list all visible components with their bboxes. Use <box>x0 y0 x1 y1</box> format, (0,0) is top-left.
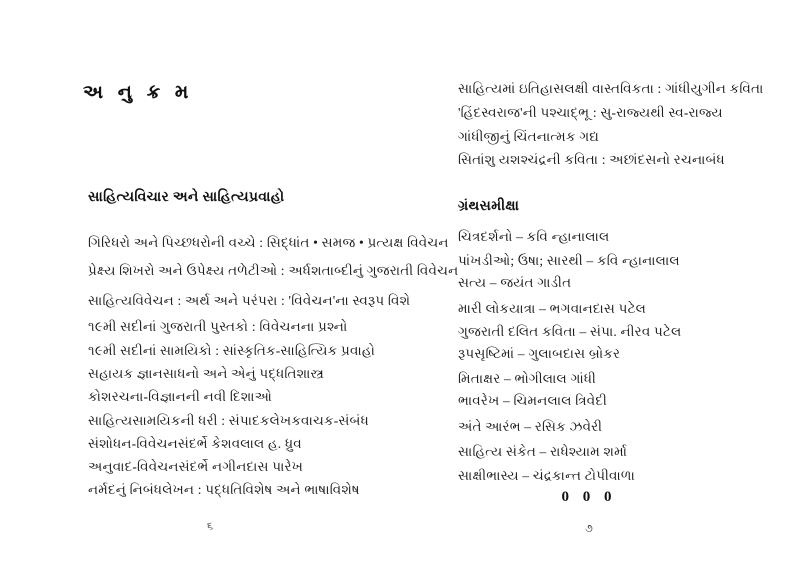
toc-item: સહાયક જ્ઞાનસાધનો અને એનું પદ્ધતિશાસ્ત્ર <box>88 366 325 381</box>
toc-item: મારી લોકયાત્રા – ભગવાનદાસ પટેલ <box>458 301 647 316</box>
toc-item: પાંખડીઓ; ઉષા; સારથી – કવિ ન્હાનાલાલ <box>458 253 680 268</box>
contents-title: અ નુ ક્ર મ <box>83 82 194 103</box>
toc-item: ૧૯મી સદીનાં સામયિકો : સાંસ્કૃતિક-સાહિત્યિક પ્રવાહો <box>88 343 376 358</box>
toc-item: ૧૯મી સદીનાં ગુજરાતી પુસ્તકો : વિવેચનના પ્રશ્નો <box>88 319 348 334</box>
right-section-heading: ગ્રંથસમીક્ષા <box>458 199 520 214</box>
section-end-mark: 0 0 0 <box>561 489 617 505</box>
toc-item: સત્ય – જયંત ગાડીત <box>458 275 572 290</box>
toc-item: સાહિત્ય સંકેત – રાધેશ્યામ શર્મા <box>458 444 628 459</box>
toc-item: પ્રેક્ષ્ય શિખરો અને ઉપેક્ષ્ય તળેટીઓ : અર્ધશતાબ્દીનું ગુજરાતી વિવેચન <box>88 263 459 278</box>
left-page-number: ૬ <box>206 520 214 532</box>
left-section-heading: સાહિત્યવિચાર અને સાહિત્યપ્રવાહો <box>88 190 285 205</box>
toc-item: સંશોધન-વિવેચનસંદર્ભે કેશવલાલ હ. ધ્રુવ <box>88 436 302 451</box>
toc-item: સાહિત્યમાં ઇતિહાસલક્ષી વાસ્તવિકતા : ગાંધીયુગીન કવિતા <box>458 81 764 96</box>
toc-item: ચિત્રદર્શનો – કવિ ન્હાનાલાલ <box>458 229 610 244</box>
toc-item: ગાંધીજીનું ચિંતનાત્મક ગદ્ય <box>458 129 600 144</box>
toc-item: ભાવરેખ – ચિમનલાલ ત્રિવેદી <box>458 393 607 408</box>
toc-item: 'હિંદસ્વરાજ'ની પશ્ચાદ્ભૂ : સુ-રાજ્યથી સ્વ-રાજ્ય <box>458 105 723 120</box>
toc-item: સિતાંશુ યશશ્ચંદ્રની કવિતા : અછાંદસનો રચનાબંધ <box>458 152 725 167</box>
toc-item: મિતાક્ષર – ભોગીલાલ ગાંધી <box>458 371 597 386</box>
toc-item: નર્મદનું નિબંધલેખન : પદ્ધતિવિશેષ અને ભાષાવિશેષ <box>88 482 360 497</box>
toc-item: ગુજરાતી દલિત કવિતા – સંપા. નીરવ પટેલ <box>458 324 682 339</box>
toc-item: સાક્ષીભાસ્ય – ચંદ્રકાન્ત ટોપીવાળા <box>458 468 635 483</box>
toc-item: અનુવાદ-વિવેચનસંદર્ભે નગીનદાસ પારેખ <box>88 459 303 474</box>
toc-item: સાહિત્યસામયિકની ધરી : સંપાદકલેખકવાચક-સંબંધ <box>88 413 369 428</box>
toc-item: અંતે આરંભ – રસિક ઝવેરી <box>458 419 603 434</box>
toc-item: સાહિત્યવિવેચન : અર્થ અને પરંપરા : 'વિવેચન'ના સ્વરૂપ વિશે <box>88 293 411 308</box>
toc-item: રૂપસૃષ્ટિમાં – ગુલાબદાસ બ્રોકર <box>458 346 621 361</box>
toc-item: ગિરિધરો અને પિચ્છધરોની વચ્ચે : સિદ્ધાંત • સમજ • પ્રત્યક્ષ વિવેચન <box>88 235 449 250</box>
right-page-number: ૭ <box>585 523 593 535</box>
toc-item: કોશરચના-વિજ્ઞાનની નવી દિશાઓ <box>88 389 273 404</box>
